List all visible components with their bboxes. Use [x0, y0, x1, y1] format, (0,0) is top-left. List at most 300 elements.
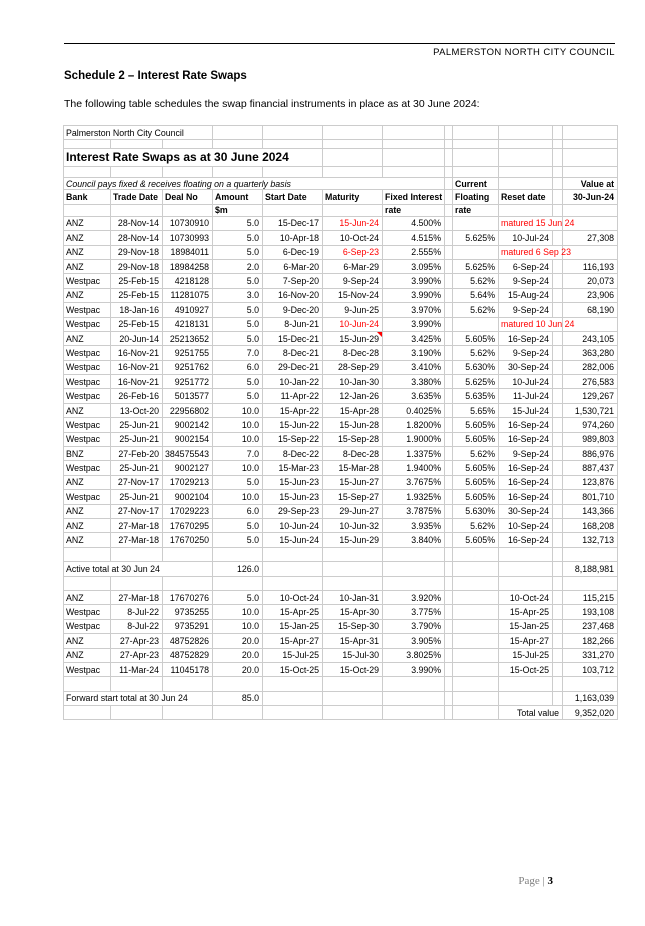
empty-cell	[383, 167, 445, 178]
start-date-cell: 29-Dec-21	[263, 360, 323, 374]
empty-cell	[213, 126, 263, 140]
fixed-rate-cell: 4.515%	[383, 231, 445, 245]
empty-cell	[213, 167, 263, 178]
deal-no-cell: 4218128	[163, 274, 213, 288]
trade-date-cell: 29-Nov-18	[111, 259, 163, 273]
bank-cell: Westpac	[64, 461, 111, 475]
value-cell: 103,712	[563, 662, 618, 676]
fixed-rate-cell: 1.8200%	[383, 418, 445, 432]
fixed-rate-cell: 1.9000%	[383, 432, 445, 446]
empty-cell	[563, 149, 618, 167]
floating-rate-cell	[453, 648, 499, 662]
spacer-cell	[553, 662, 563, 676]
spacer-cell	[445, 648, 453, 662]
trade-date-cell: 25-Jun-21	[111, 461, 163, 475]
forward-total-row	[64, 691, 618, 705]
empty-cell	[111, 167, 163, 178]
swap-row	[64, 317, 618, 331]
org-title-cell: Palmerston North City Council	[64, 126, 213, 140]
swap-row	[64, 389, 618, 403]
deal-no-cell: 384575543	[163, 447, 213, 461]
grand-total-section	[64, 677, 618, 720]
value-cell: 68,190	[563, 303, 618, 317]
empty-cell	[213, 140, 263, 149]
empty-cell	[553, 126, 563, 140]
floating-rate-cell	[453, 634, 499, 648]
reset-date-cell: 15-Apr-25	[499, 605, 553, 619]
trade-date-cell: 16-Nov-21	[111, 360, 163, 374]
empty-cell	[383, 706, 445, 720]
value-cell: 886,976	[563, 447, 618, 461]
floating-rate-cell: 5.605%	[453, 490, 499, 504]
floating-rate-cell: 5.605%	[453, 331, 499, 345]
start-date-cell: 7-Sep-20	[263, 274, 323, 288]
deal-no-header: Deal No	[163, 190, 213, 204]
spacer-cell	[553, 634, 563, 648]
maturity-cell: 15-Jun-27	[323, 475, 383, 489]
floating-rate-cell: 5.64%	[453, 288, 499, 302]
value-cell: 193,108	[563, 605, 618, 619]
fixed-rate-cell: 3.425%	[383, 331, 445, 345]
table-title-cell: Interest Rate Swaps as at 30 June 2024	[64, 149, 323, 167]
amount-unit-cell: $m	[213, 204, 263, 216]
deal-no-cell: 18984258	[163, 259, 213, 273]
floating-rate-cell: 5.605%	[453, 475, 499, 489]
bank-cell: ANZ	[64, 590, 111, 604]
empty-cell	[445, 126, 453, 140]
fixed-rate-unit-cell: rate	[383, 204, 445, 216]
reset-date-cell: 15-Jul-25	[499, 648, 553, 662]
trade-date-cell: 18-Jan-16	[111, 303, 163, 317]
spacer-cell	[553, 375, 563, 389]
floating-rate-cell: 5.625%	[453, 259, 499, 273]
maturity-header: Maturity	[323, 190, 383, 204]
spacer-cell	[553, 288, 563, 302]
forward-total-value: 1,163,039	[563, 691, 618, 705]
empty-cell	[553, 167, 563, 178]
reset-date-cell: 10-Jul-24	[499, 375, 553, 389]
deal-no-cell: 17670250	[163, 533, 213, 547]
swap-row	[64, 403, 618, 417]
fixed-rate-cell: 3.990%	[383, 317, 445, 331]
deal-no-cell: 5013577	[163, 389, 213, 403]
spacer-cell	[445, 475, 453, 489]
amount-cell: 5.0	[213, 475, 263, 489]
empty-cell	[111, 677, 163, 691]
trade-date-cell: 27-Mar-18	[111, 518, 163, 532]
start-date-cell: 15-Apr-27	[263, 634, 323, 648]
fixed-rate-cell: 1.9400%	[383, 461, 445, 475]
value-cell: 276,583	[563, 375, 618, 389]
reset-date-cell: 15-Oct-25	[499, 662, 553, 676]
bank-cell: Westpac	[64, 317, 111, 331]
bank-cell: ANZ	[64, 648, 111, 662]
fixed-rate-cell: 3.7875%	[383, 504, 445, 518]
empty-cell	[263, 562, 323, 576]
empty-cell	[453, 562, 499, 576]
start-date-cell: 15-Oct-25	[263, 662, 323, 676]
floating-rate-cell: 5.630%	[453, 360, 499, 374]
start-date-cell: 15-Mar-23	[263, 461, 323, 475]
amount-cell: 7.0	[213, 447, 263, 461]
maturity-cell: 12-Jan-26	[323, 389, 383, 403]
maturity-cell: 15-Oct-29	[323, 662, 383, 676]
start-date-cell: 15-Jun-23	[263, 475, 323, 489]
fixed-rate-cell: 3.920%	[383, 590, 445, 604]
maturity-cell: 15-Apr-30	[323, 605, 383, 619]
amount-cell: 10.0	[213, 432, 263, 446]
floating-rate-cell	[453, 619, 499, 633]
trade-date-cell: 13-Oct-20	[111, 403, 163, 417]
floating-header: Floating	[453, 190, 499, 204]
spacer-cell	[445, 504, 453, 518]
trade-date-cell: 28-Nov-14	[111, 231, 163, 245]
swap-row	[64, 331, 618, 345]
maturity-cell: 15-Jun-28	[323, 418, 383, 432]
floating-rate-cell	[453, 216, 499, 230]
start-date-cell: 9-Dec-20	[263, 303, 323, 317]
bank-cell: Westpac	[64, 389, 111, 403]
amount-cell: 10.0	[213, 619, 263, 633]
deal-no-cell: 48752829	[163, 648, 213, 662]
spacer-cell	[553, 447, 563, 461]
start-date-cell: 15-Jun-22	[263, 418, 323, 432]
deal-no-cell: 18984011	[163, 245, 213, 259]
empty-cell	[383, 149, 445, 167]
fixed-interest-header: Fixed Interest	[383, 190, 445, 204]
empty-cell	[163, 204, 213, 216]
matured-note-cell: matured 6 Sep 23	[499, 245, 563, 259]
spacer-cell	[445, 418, 453, 432]
empty-cell	[445, 190, 453, 204]
empty-cell	[563, 547, 618, 561]
amount-cell: 5.0	[213, 590, 263, 604]
empty-cell	[445, 562, 453, 576]
reset-date-cell: 15-Jul-24	[499, 403, 553, 417]
value-cell: 887,437	[563, 461, 618, 475]
deal-no-cell: 9735291	[163, 619, 213, 633]
floating-rate-cell: 5.625%	[453, 231, 499, 245]
spacer-cell	[553, 389, 563, 403]
empty-cell	[111, 706, 163, 720]
trade-date-cell: 25-Feb-15	[111, 274, 163, 288]
bank-cell: Westpac	[64, 346, 111, 360]
maturity-cell: 15-Apr-31	[323, 634, 383, 648]
swap-row	[64, 662, 618, 676]
spacer-cell	[445, 317, 453, 331]
spacer-cell	[445, 662, 453, 676]
table-title-row	[64, 149, 618, 167]
trade-date-cell: 27-Feb-20	[111, 447, 163, 461]
bank-cell: ANZ	[64, 331, 111, 345]
value-cell: 974,260	[563, 418, 618, 432]
maturity-cell: 15-Jul-30	[323, 648, 383, 662]
spacer-cell	[445, 432, 453, 446]
value-cell: 132,713	[563, 533, 618, 547]
empty-cell	[453, 149, 499, 167]
value-cell: 27,308	[563, 231, 618, 245]
value-cell: 115,215	[563, 590, 618, 604]
spacer-cell	[445, 403, 453, 417]
spacer-cell	[553, 418, 563, 432]
deal-no-cell: 11281075	[163, 288, 213, 302]
empty-cell	[263, 691, 323, 705]
deal-no-cell: 9002104	[163, 490, 213, 504]
reset-date-cell: 10-Jul-24	[499, 231, 553, 245]
trade-date-cell: 25-Feb-15	[111, 288, 163, 302]
amount-cell: 5.0	[213, 317, 263, 331]
empty-cell	[323, 149, 383, 167]
empty-cell	[383, 576, 445, 590]
value-cell: 123,876	[563, 475, 618, 489]
amount-cell: 2.0	[213, 259, 263, 273]
bank-cell: Westpac	[64, 360, 111, 374]
start-date-cell: 15-Dec-17	[263, 216, 323, 230]
spacer-cell	[553, 461, 563, 475]
floating-rate-cell: 5.630%	[453, 504, 499, 518]
spacer-cell	[445, 231, 453, 245]
empty-cell	[453, 167, 499, 178]
bank-cell: Westpac	[64, 432, 111, 446]
value-cell: 282,006	[563, 360, 618, 374]
bank-cell: ANZ	[64, 259, 111, 273]
spacer-cell	[553, 360, 563, 374]
bank-cell: Westpac	[64, 274, 111, 288]
spacer-cell	[445, 605, 453, 619]
value-date-header: 30-Jun-24	[563, 190, 618, 204]
empty-cell	[263, 706, 323, 720]
start-date-cell: 10-Apr-18	[263, 231, 323, 245]
empty-cell	[499, 691, 553, 705]
empty-cell	[263, 576, 323, 590]
start-date-cell: 6-Dec-19	[263, 245, 323, 259]
swap-row	[64, 634, 618, 648]
empty-cell	[445, 149, 453, 167]
deal-no-cell: 9002154	[163, 432, 213, 446]
empty-cell	[553, 677, 563, 691]
floating-rate-cell: 5.605%	[453, 461, 499, 475]
empty-cell	[263, 126, 323, 140]
bank-cell: ANZ	[64, 518, 111, 532]
trade-date-cell: 27-Nov-17	[111, 504, 163, 518]
empty-cell	[499, 167, 553, 178]
spacer-cell	[553, 590, 563, 604]
spacer-cell	[445, 619, 453, 633]
empty-cell	[263, 140, 323, 149]
empty-cell	[553, 140, 563, 149]
fixed-rate-cell: 3.990%	[383, 274, 445, 288]
basis-note-row	[64, 178, 618, 190]
spacer-cell	[553, 231, 563, 245]
grand-total-value: 9,352,020	[563, 706, 618, 720]
empty-cell	[445, 576, 453, 590]
start-date-cell: 15-Apr-22	[263, 403, 323, 417]
value-cell: 23,906	[563, 288, 618, 302]
empty-cell	[163, 140, 213, 149]
spacer-cell	[445, 274, 453, 288]
swap-row	[64, 259, 618, 273]
active-total-value: 8,188,981	[563, 562, 618, 576]
empty-cell	[323, 706, 383, 720]
deal-no-cell: 9251762	[163, 360, 213, 374]
empty-cell	[213, 677, 263, 691]
trade-date-cell: 8-Jul-22	[111, 605, 163, 619]
header-rule	[64, 43, 615, 44]
floating-rate-cell: 5.65%	[453, 403, 499, 417]
spacer-cell	[445, 634, 453, 648]
amount-cell: 5.0	[213, 231, 263, 245]
empty-cell	[64, 204, 111, 216]
reset-date-cell: 16-Sep-24	[499, 490, 553, 504]
trade-date-cell: 16-Nov-21	[111, 346, 163, 360]
amount-header: Amount	[213, 190, 263, 204]
amount-cell: 6.0	[213, 360, 263, 374]
deal-no-cell: 9002127	[163, 461, 213, 475]
empty-cell	[64, 547, 111, 561]
spacer-cell	[445, 447, 453, 461]
empty-cell	[111, 547, 163, 561]
deal-no-cell: 9251755	[163, 346, 213, 360]
fixed-rate-cell: 3.990%	[383, 662, 445, 676]
reset-date-cell: 16-Sep-24	[499, 533, 553, 547]
deal-no-cell: 10730993	[163, 231, 213, 245]
amount-cell: 5.0	[213, 303, 263, 317]
maturity-cell: 15-Sep-27	[323, 490, 383, 504]
empty-cell	[383, 691, 445, 705]
amount-cell: 10.0	[213, 461, 263, 475]
maturity-cell: 6-Mar-29	[323, 259, 383, 273]
empty-cell	[563, 126, 618, 140]
value-cell: 143,366	[563, 504, 618, 518]
swap-row	[64, 346, 618, 360]
amount-cell: 20.0	[213, 662, 263, 676]
swaps-table	[63, 125, 618, 720]
maturity-cell: 15-Apr-28	[323, 403, 383, 417]
empty-cell	[263, 677, 323, 691]
trade-date-header: Trade Date	[111, 190, 163, 204]
maturity-cell: 9-Jun-25	[323, 303, 383, 317]
spacer-cell	[445, 590, 453, 604]
trade-date-cell: 27-Mar-18	[111, 533, 163, 547]
empty-cell	[445, 178, 453, 190]
floating-rate-cell: 5.62%	[453, 518, 499, 532]
floating-rate-cell: 5.625%	[453, 375, 499, 389]
empty-cell	[499, 140, 553, 149]
trade-date-cell: 8-Jul-22	[111, 619, 163, 633]
fixed-rate-cell: 3.970%	[383, 303, 445, 317]
empty-cell	[499, 178, 553, 190]
amount-cell: 6.0	[213, 504, 263, 518]
floating-rate-cell: 5.605%	[453, 533, 499, 547]
reset-date-cell: 15-Aug-24	[499, 288, 553, 302]
empty-cell	[213, 547, 263, 561]
empty-cell	[163, 677, 213, 691]
spacer-cell	[445, 461, 453, 475]
maturity-cell: 10-Jan-31	[323, 590, 383, 604]
reset-date-cell: 9-Sep-24	[499, 303, 553, 317]
trade-date-cell: 11-Mar-24	[111, 662, 163, 676]
spacer-cell	[553, 504, 563, 518]
empty-cell	[111, 576, 163, 590]
maturity-cell: 15-Jun-29	[323, 331, 383, 345]
forward-total-amount: 85.0	[213, 691, 263, 705]
reset-date-cell: 6-Sep-24	[499, 259, 553, 273]
amount-cell: 5.0	[213, 216, 263, 230]
matured-note-cell: matured 10 Jun 24	[499, 317, 563, 331]
spacer-cell	[553, 648, 563, 662]
empty-cell	[553, 178, 563, 190]
spacer-cell	[445, 245, 453, 259]
empty-cell	[445, 706, 453, 720]
blank-row	[64, 547, 618, 561]
floating-rate-cell: 5.62%	[453, 346, 499, 360]
floating-rate-cell: 5.62%	[453, 303, 499, 317]
value-cell: 116,193	[563, 259, 618, 273]
swap-row	[64, 245, 618, 259]
trade-date-cell: 27-Apr-23	[111, 648, 163, 662]
value-cell: 331,270	[563, 648, 618, 662]
start-date-cell: 10-Jan-22	[263, 375, 323, 389]
empty-cell	[323, 562, 383, 576]
swap-row	[64, 590, 618, 604]
spacer-cell	[445, 346, 453, 360]
empty-cell	[64, 576, 111, 590]
maturity-cell: 15-Jun-29	[323, 533, 383, 547]
floating-rate-cell	[453, 605, 499, 619]
amount-cell: 5.0	[213, 389, 263, 403]
deal-no-cell: 25213652	[163, 331, 213, 345]
spacer-cell	[445, 533, 453, 547]
fixed-rate-cell: 3.775%	[383, 605, 445, 619]
spacer-cell	[553, 533, 563, 547]
empty-cell	[499, 576, 553, 590]
swap-row	[64, 288, 618, 302]
comment-marker-icon	[377, 332, 382, 337]
amount-cell: 10.0	[213, 490, 263, 504]
spacer-cell	[445, 331, 453, 345]
empty-cell	[445, 140, 453, 149]
forward-swaps-section	[64, 590, 618, 676]
amount-cell: 5.0	[213, 518, 263, 532]
swap-row	[64, 303, 618, 317]
empty-cell	[163, 167, 213, 178]
active-total-section	[64, 547, 618, 590]
active-total-amount: 126.0	[213, 562, 263, 576]
fixed-rate-cell: 3.635%	[383, 389, 445, 403]
maturity-cell: 10-Jan-30	[323, 375, 383, 389]
start-date-cell: 15-Dec-21	[263, 331, 323, 345]
empty-cell	[553, 190, 563, 204]
trade-date-cell: 27-Nov-17	[111, 475, 163, 489]
blank-row	[64, 167, 618, 178]
bank-cell: ANZ	[64, 288, 111, 302]
maturity-cell: 9-Sep-24	[323, 274, 383, 288]
amount-cell: 10.0	[213, 418, 263, 432]
maturity-cell: 15-Nov-24	[323, 288, 383, 302]
schedule-heading: Schedule 2 – Interest Rate Swaps	[64, 70, 247, 82]
empty-cell	[553, 576, 563, 590]
empty-cell	[563, 140, 618, 149]
deal-no-cell: 10730910	[163, 216, 213, 230]
empty-cell	[263, 547, 323, 561]
start-date-cell: 15-Jul-25	[263, 648, 323, 662]
blank-row	[64, 576, 618, 590]
swap-row	[64, 490, 618, 504]
amount-cell: 5.0	[213, 375, 263, 389]
spacer-cell	[553, 303, 563, 317]
column-header-row	[64, 190, 618, 204]
empty-cell	[323, 691, 383, 705]
